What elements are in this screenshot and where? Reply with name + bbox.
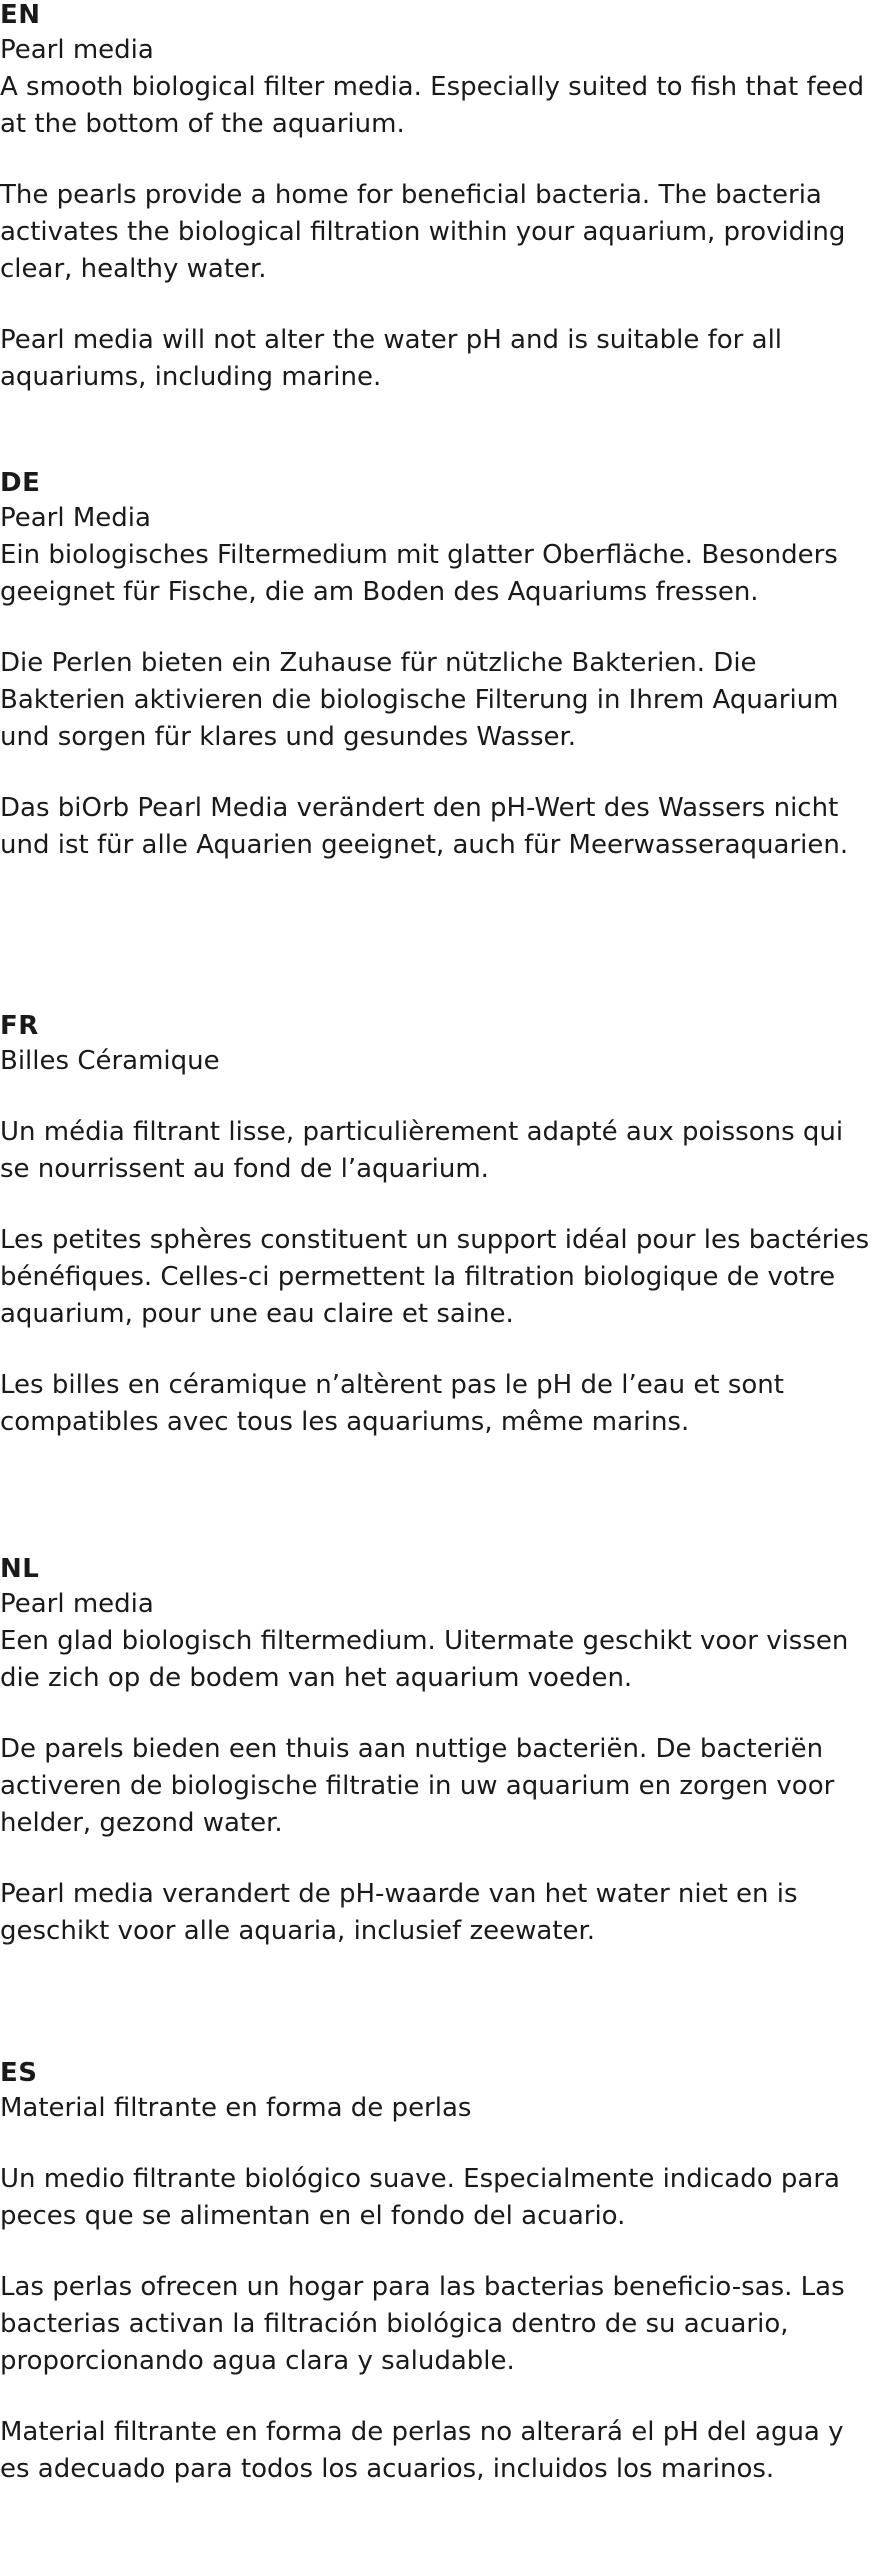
product-title: Pearl media — [0, 35, 154, 65]
paragraph: Pearl media will not alter the water pH and is suitable for all aquariums, including marine. — [0, 325, 783, 392]
paragraph: Das biOrb Pearl Media verändert den pH-Wert des Wassers nicht und ist für alle Aquarien geeignet, auch für Meerwasseraquarien. — [0, 793, 849, 860]
section-es — [0, 2058, 876, 2488]
paragraph: De parels bieden een thuis aan nuttige bacteriën. De bacteriën activeren de biologische filtratie in uw aquarium en zorgen voor helder, gezond water. — [0, 1734, 835, 1838]
language-heading: DE — [0, 468, 41, 498]
paragraph: Les billes en céramique n’altèrent pas le pH de l’eau et sont compatibles avec tous les aquariums, même marins. — [0, 1370, 784, 1437]
paragraph: Un medio filtrante biológico suave. Especialmente indicado para peces que se alimentan en el fondo del acuario. — [0, 2164, 840, 2231]
section-fr — [0, 1011, 876, 1441]
paragraph: Ein biologisches Filtermedium mit glatter Oberfläche. Besonders geeignet für Fische, die am Boden des Aquariums fressen. — [0, 540, 838, 607]
language-heading: ES — [0, 2058, 38, 2088]
language-heading: EN — [0, 0, 41, 30]
language-heading: NL — [0, 1554, 40, 1584]
product-title: Pearl Media — [0, 503, 151, 533]
paragraph: Las perlas ofrecen un hogar para las bacterias beneficio-sas. Las bacterias activan la filtración biológica dentro de su acuario, proporcionando agua clara y saludable. — [0, 2272, 845, 2376]
product-title: Pearl media — [0, 1589, 154, 1619]
product-title: Billes Céramique — [0, 1046, 220, 1076]
paragraph: Pearl media verandert de pH-waarde van het water niet en is geschikt voor alle aquaria, inclusief zeewater. — [0, 1879, 798, 1946]
section-de — [0, 468, 876, 864]
paragraph: Les petites sphères constituent un support idéal pour les bactéries bénéfiques. Celles-ci permettent la filtration biologique de votre aquarium, pour une eau claire et saine. — [0, 1225, 870, 1329]
paragraph: Un média filtrant lisse, particulièrement adapté aux poissons qui se nourrissent au fond de l’aquarium. — [0, 1117, 844, 1184]
paragraph: Material filtrante en forma de perlas no alterará el pH del agua y es adecuado para todos los acuarios, incluidos los marinos. — [0, 2417, 844, 2484]
section-en — [0, 0, 876, 396]
language-heading: FR — [0, 1011, 39, 1041]
paragraph: A smooth biological filter media. Especially suited to fish that feed at the bottom of the aquarium. — [0, 72, 865, 139]
section-nl — [0, 1554, 876, 1950]
paragraph: Die Perlen bieten ein Zuhause für nützliche Bakterien. Die Bakterien aktivieren die biologische Filterung in Ihrem Aquarium und sorgen für klares und gesundes Wasser. — [0, 648, 839, 752]
paragraph: Een glad biologisch filtermedium. Uitermate geschikt voor vissen die zich op de bodem van het aquarium voeden. — [0, 1626, 849, 1693]
product-title: Material filtrante en forma de perlas — [0, 2093, 472, 2123]
paragraph: The pearls provide a home for beneficial bacteria. The bacteria activates the biological filtration within your aquarium, providing clear, healthy water. — [0, 180, 846, 284]
